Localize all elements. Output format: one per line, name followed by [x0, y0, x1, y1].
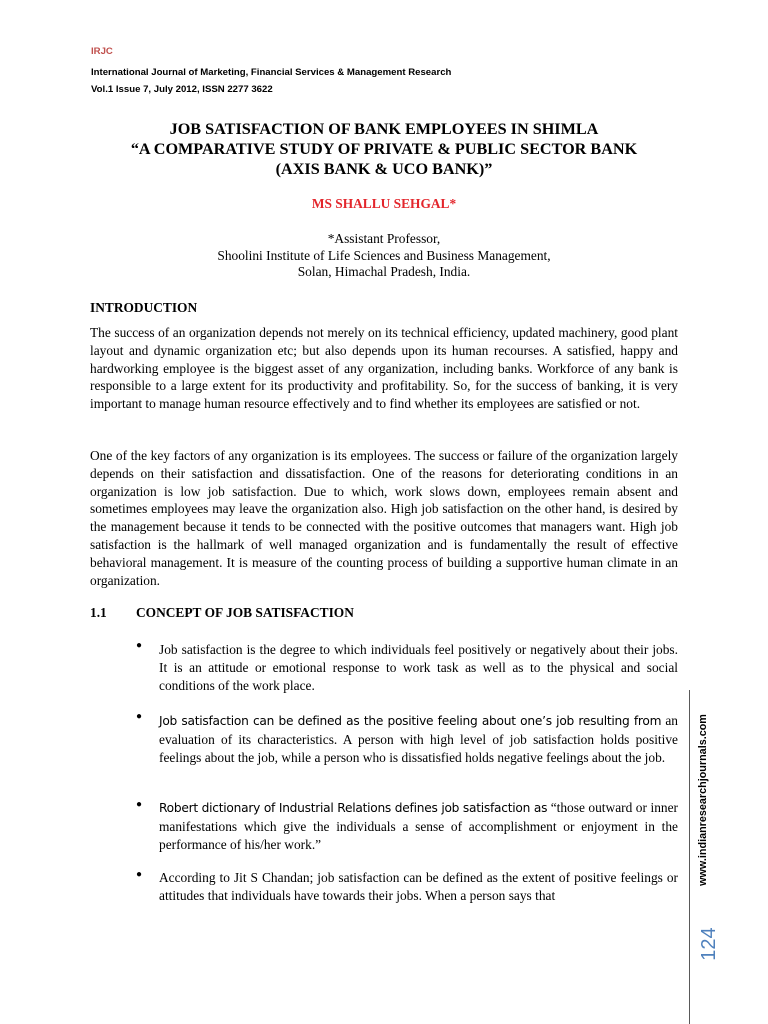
author-name: MS SHALLU SEHGAL* [311, 196, 457, 211]
affiliation-line-2: Shoolini Institute of Life Sciences and Business Management, [217, 248, 551, 263]
volume-info: Vol.1 Issue 7, July 2012, ISSN 2277 3622 [91, 84, 273, 95]
introduction-paragraph-2: One of the key factors of any organization is its employees. The success or failure of the organization largely depends on their satisfaction and dissatisfaction. One of the reasons for deteriorating conditions in an organization is low job satisfaction. Due to which, work slows down, employees remain absent and sometimes employees may leave the organization also. High job satisfaction on the other hand, is desired by the management because it tends to be connected with the positive outcomes that managers want. High job satisfaction is the hallmark of well managed organization and is fundamentally the result of effective behavioral management. It is measure of the counting process of building a supportive human climate in an organization. [90, 448, 678, 588]
bullet-text-3-start: Robert dictionary of Industrial Relations defines job satisfaction as [159, 801, 548, 815]
page-number: 124 [698, 927, 720, 961]
affiliation-line-1: *Assistant Professor, [327, 231, 441, 246]
section-heading: CONCEPT OF JOB SATISFACTION [136, 605, 354, 620]
journal-name: International Journal of Marketing, Financial Services & Management Research [91, 67, 452, 78]
bullet-text-4: According to Jit S Chandan; job satisfaction can be defined as the extent of positive feelings or attitudes that individuals have towards their jobs. When a person says that [159, 870, 678, 903]
section-number: 1.1 [90, 605, 107, 620]
bullet-text-2-rest: an evaluation of its characteristics. A person with high level of job satisfaction holds positive feelings about the job, while a person who is dissatisfied holds negative feelings about the job. [159, 713, 678, 765]
bullet-icon: ● [136, 799, 143, 810]
journal-abbreviation: IRJC [91, 46, 113, 57]
journal-website: www.indianresearchjournals.com [697, 714, 709, 886]
bullet-icon: ● [136, 711, 143, 722]
bullet-text-3-rest: “those outward or inner manifestations which give the individuals a sense of accomplishment or enjoyment in the performance of his/her work.” [159, 800, 678, 852]
bullet-text-1: Job satisfaction is the degree to which individuals feel positively or negatively about their jobs. It is an attitude or emotional response to work task as well as to the physical and social conditions of the work place. [159, 642, 678, 693]
introduction-paragraph-1: The success of an organization depends not merely on its technical efficiency, updated machinery, good plant layout and dynamic organization etc; but also depends upon its human recourses. A satisfied, happy and hardworking employee is the biggest asset of any organization, including banks. Workforce of any bank is responsible to a large extent for its productivity and profitability. So, for the success of banking, it is very important to manage human resource effectively and to find whether its employees are satisfied or not. [90, 325, 678, 412]
paper-title-line-1: JOB SATISFACTION OF BANK EMPLOYEES IN SHIMLA [169, 120, 599, 138]
introduction-heading: INTRODUCTION [90, 300, 198, 315]
bullet-icon: ● [136, 640, 143, 651]
bullet-text-3 [159, 799, 678, 853]
bullet-icon: ● [136, 869, 143, 880]
paper-title-line-3: (AXIS BANK & UCO BANK)” [275, 160, 493, 178]
affiliation-line-3: Solan, Himachal Pradesh, India. [297, 264, 471, 279]
bullet-text-2-start: Job satisfaction can be defined as the positive feeling about one’s job resulting from [159, 714, 662, 728]
paper-title-line-2: “A COMPARATIVE STUDY OF PRIVATE & PUBLIC SECTOR BANK [130, 140, 638, 158]
bullet-text-2 [159, 712, 678, 766]
margin-divider [689, 690, 690, 1024]
